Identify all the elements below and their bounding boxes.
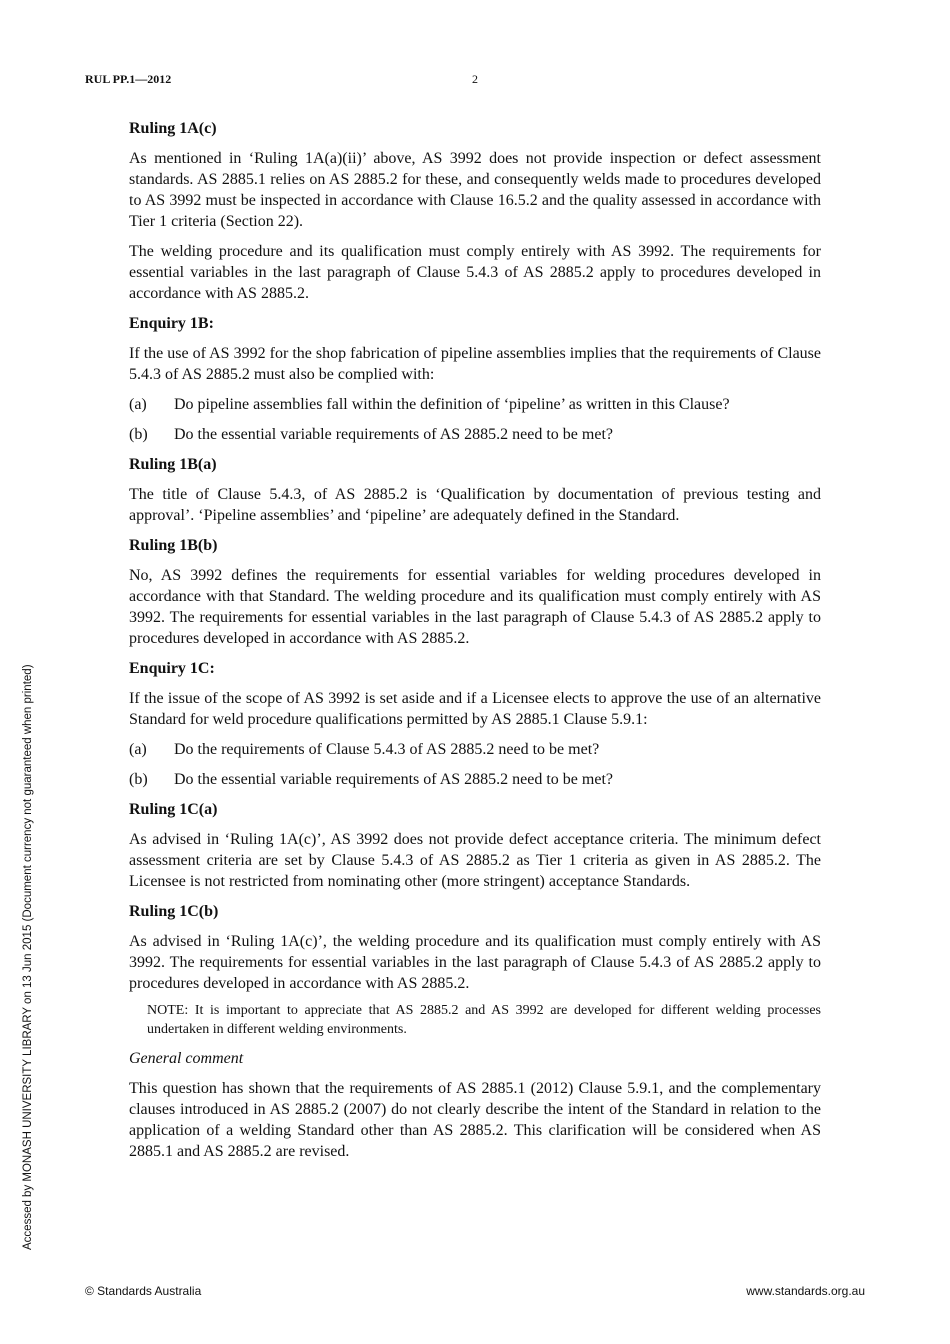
list-label: (a) bbox=[129, 741, 147, 758]
list-label: (a) bbox=[129, 396, 147, 413]
document-body bbox=[129, 118, 821, 1171]
enquiry-1b-paragraph: If the use of AS 3992 for the shop fabrication of pipeline assemblies implies that the requirements of Clause 5.4.3 of AS 2885.2 must also be complied with: bbox=[129, 345, 821, 383]
general-comment-heading: General comment bbox=[129, 1050, 244, 1067]
list-text: Do the requirements of Clause 5.4.3 of AS 2885.2 need to be met? bbox=[174, 741, 600, 758]
list-item bbox=[129, 394, 821, 415]
list-text: Do pipeline assemblies fall within the definition of ‘pipeline’ as written in this Clause? bbox=[174, 396, 730, 413]
ruling-1b-b-heading: Ruling 1B(b) bbox=[129, 537, 218, 554]
ruling-1c-b-heading: Ruling 1C(b) bbox=[129, 903, 219, 920]
ruling-1a-c-paragraph-1: As mentioned in ‘Ruling 1A(a)(ii)’ above, AS 3992 does not provide inspection or defect assessment standards. AS 2885.1 relies on AS 2885.2 for these, and consequently welds made to procedures developed to AS 3992 must be inspected in accordance with Clause 16.5.2 and the quality assessed in accordance with Tier 1 criteria (Section 22). bbox=[129, 150, 821, 230]
page-number: 2 bbox=[472, 72, 478, 86]
ruling-1b-b-paragraph: No, AS 3992 defines the requirements for essential variables for welding procedures developed in accordance with that Standard. The welding procedure and its qualification must comply entirely with AS 3992. The requirements for essential variables in the last paragraph of Clause 5.4.3 of AS 2885.2 apply to procedures developed in accordance with AS 2885.2. bbox=[129, 567, 821, 647]
list-label: (b) bbox=[129, 771, 148, 788]
ruling-1a-c-heading: Ruling 1A(c) bbox=[129, 120, 217, 137]
ruling-1c-a-heading: Ruling 1C(a) bbox=[129, 801, 218, 818]
copyright-notice: © Standards Australia bbox=[85, 1284, 202, 1298]
enquiry-1c-heading: Enquiry 1C: bbox=[129, 660, 215, 677]
list-item bbox=[129, 739, 821, 760]
list-text: Do the essential variable requirements of AS 2885.2 need to be met? bbox=[174, 771, 613, 788]
general-comment-paragraph: This question has shown that the requirements of AS 2885.1 (2012) Clause 5.9.1, and the complementary clauses introduced in AS 2885.2 (2007) do not clearly describe the intent of the Standard in relation to the application of a welding Standard other than AS 2885.2. This clarification will be considered when AS 2885.1 and AS 2885.2 are revised. bbox=[129, 1080, 821, 1160]
enquiry-1b-heading: Enquiry 1B: bbox=[129, 315, 214, 332]
list-text: Do the essential variable requirements of AS 2885.2 need to be met? bbox=[174, 426, 613, 443]
ruling-1a-c-paragraph-2: The welding procedure and its qualification must comply entirely with AS 3992. The requirements for essential variables in the last paragraph of Clause 5.4.3 of AS 2885.2 apply to procedures developed in accordance with AS 2885.2. bbox=[129, 243, 821, 302]
access-watermark: Accessed by MONASH UNIVERSITY LIBRARY on 13 Jun 2015 (Document currency not guaranteed when printed) bbox=[22, 664, 34, 1250]
list-item bbox=[129, 769, 821, 790]
ruling-1c-b-paragraph: As advised in ‘Ruling 1A(c)’, the welding procedure and its qualification must comply entirely with AS 3992. The requirements for essential variables in the last paragraph of Clause 5.4.3 of AS 2885.2 apply to procedures developed in accordance with AS 2885.2. bbox=[129, 933, 821, 992]
list-item bbox=[129, 424, 821, 445]
page-header bbox=[85, 72, 865, 90]
page-footer bbox=[85, 1284, 865, 1302]
enquiry-1c-paragraph: If the issue of the scope of AS 3992 is set aside and if a Licensee elects to approve the use of an alternative Standard for weld procedure qualifications permitted by AS 2885.1 Clause 5.9.1: bbox=[129, 690, 821, 728]
list-label: (b) bbox=[129, 426, 148, 443]
website-link[interactable]: www.standards.org.au bbox=[746, 1284, 865, 1298]
ruling-1b-a-paragraph: The title of Clause 5.4.3, of AS 2885.2 is ‘Qualification by documentation of previous testing and approval’. ‘Pipeline assemblies’ and ‘pipeline’ are adequately defined in the Standard. bbox=[129, 486, 821, 524]
note: NOTE: It is important to appreciate that AS 2885.2 and AS 3992 are developed for different welding processes undertaken in different welding environments. bbox=[147, 1003, 821, 1037]
ruling-1b-a-heading: Ruling 1B(a) bbox=[129, 456, 217, 473]
document-id: RUL PP.1—2012 bbox=[85, 72, 172, 86]
ruling-1c-a-paragraph: As advised in ‘Ruling 1A(c)’, AS 3992 does not provide defect acceptance criteria. The minimum defect assessment criteria are set by Clause 5.4.3 of AS 2885.2 as Tier 1 criteria as given in AS 2885.2. The Licensee is not restricted from nominating other (more stringent) acceptance Standards. bbox=[129, 831, 821, 890]
